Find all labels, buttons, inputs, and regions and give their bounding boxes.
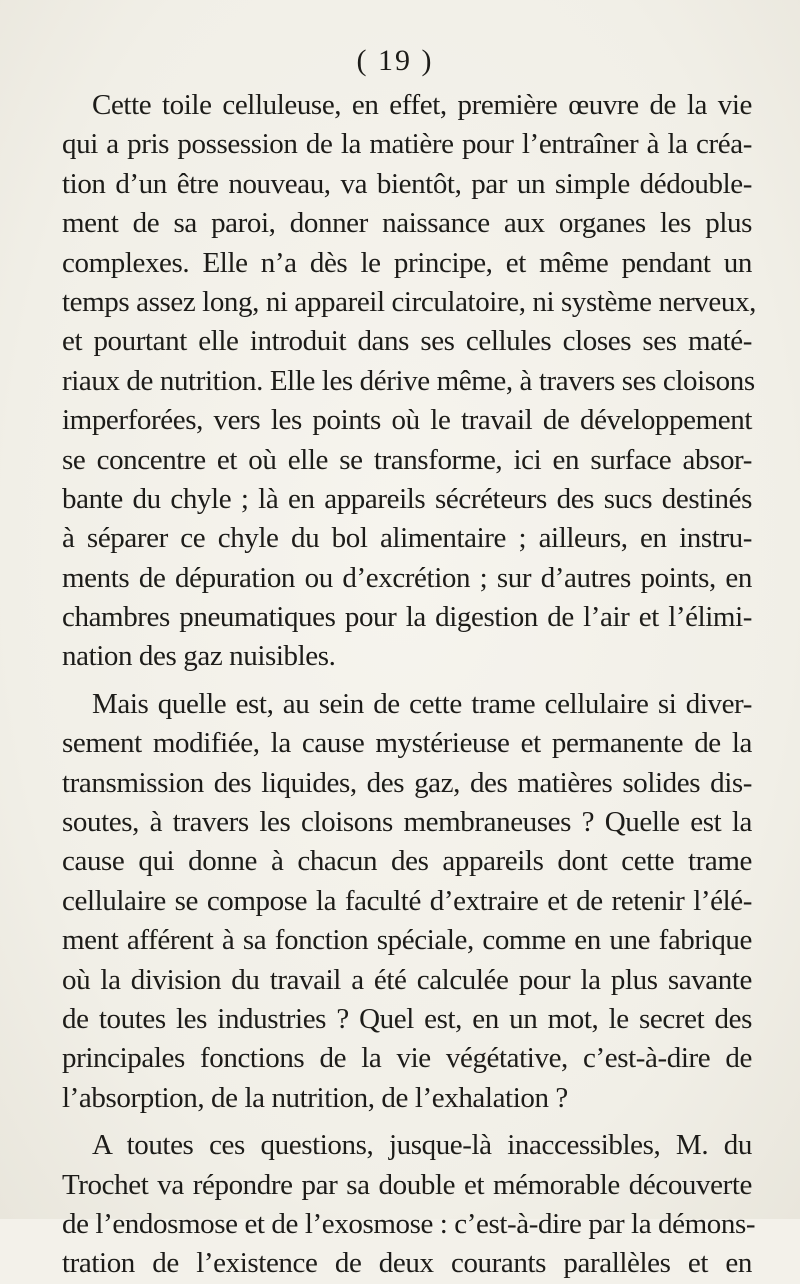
paragraph <box>62 1126 756 1284</box>
text-line: imperforées, vers les points où le travail de développement <box>62 404 752 437</box>
text-line: sement modifiée, la cause mystérieuse et permanente de la <box>62 727 752 760</box>
text-line: à séparer ce chyle du bol alimentaire ; ailleurs, en instru- <box>62 522 752 555</box>
text-line: et pourtant elle introduit dans ses cellules closes ses maté- <box>62 325 752 358</box>
body-text <box>62 86 756 1284</box>
text-line: où la division du travail a été calculée pour la plus savante <box>62 963 752 996</box>
text-line: transmission des liquides, des gaz, des matières solides dis- <box>62 766 752 799</box>
text-line: soutes, à travers les cloisons membraneuses ? Quelle est la <box>62 806 752 839</box>
text-line: cause qui donne à chacun des appareils dont cette trame <box>62 845 752 878</box>
text-line: A toutes ces questions, jusque-là inaccessibles, M. du <box>92 1129 752 1162</box>
text-line: l’absorption, de la nutrition, de l’exhalation ? <box>62 1081 568 1114</box>
text-line: ments de dépuration ou d’excrétion ; sur d’autres points, en <box>62 561 752 594</box>
text-line: ment afférent à sa fonction spéciale, comme en une fabrique <box>62 924 752 957</box>
text-line: Cette toile celluleuse, en effet, première œuvre de la vie <box>92 89 752 121</box>
text-line: de toutes les industries ? Quel est, en un mot, le secret des <box>62 1002 752 1035</box>
text-line: tion d’un être nouveau, va bientôt, par un simple dédouble- <box>62 167 752 200</box>
paragraph <box>62 685 752 1118</box>
text-line: ment de sa paroi, donner naissance aux organes les plus <box>62 207 752 240</box>
text-line: se concentre et où elle se transforme, ici en surface absor- <box>62 443 752 476</box>
paragraph <box>62 86 756 677</box>
page-number: ( 19 ) <box>356 44 434 77</box>
text-line: tration de l’existence de deux courants parallèles et en <box>62 1247 752 1280</box>
text-line: chambres pneumatiques pour la digestion de l’air et l’élimi- <box>62 601 752 634</box>
text-line: Trochet va répondre par sa double et mémorable découverte <box>62 1168 752 1201</box>
text-line: Mais quelle est, au sein de cette trame cellulaire si diver- <box>92 687 752 720</box>
text-line: complexes. Elle n’a dès le principe, et même pendant un <box>62 246 752 279</box>
text-line: de l’endosmose et de l’exosmose : c’est-à-dire par la démons- <box>62 1207 756 1240</box>
text-line: nation des gaz nuisibles. <box>62 640 336 673</box>
text-line: bante du chyle ; là en appareils sécréteurs des sucs destinés <box>62 482 752 515</box>
text-line: cellulaire se compose la faculté d’extraire et de retenir l’élé- <box>62 884 752 917</box>
text-line: qui a pris possession de la matière pour l’entraîner à la créa- <box>62 128 752 161</box>
text-line: temps assez long, ni appareil circulatoire, ni système nerveux, <box>62 285 756 318</box>
text-line: principales fonctions de la vie végétative, c’est-à-dire de <box>62 1042 752 1075</box>
text-line: riaux de nutrition. Elle les dérive même, à travers ses cloisons <box>62 364 755 397</box>
